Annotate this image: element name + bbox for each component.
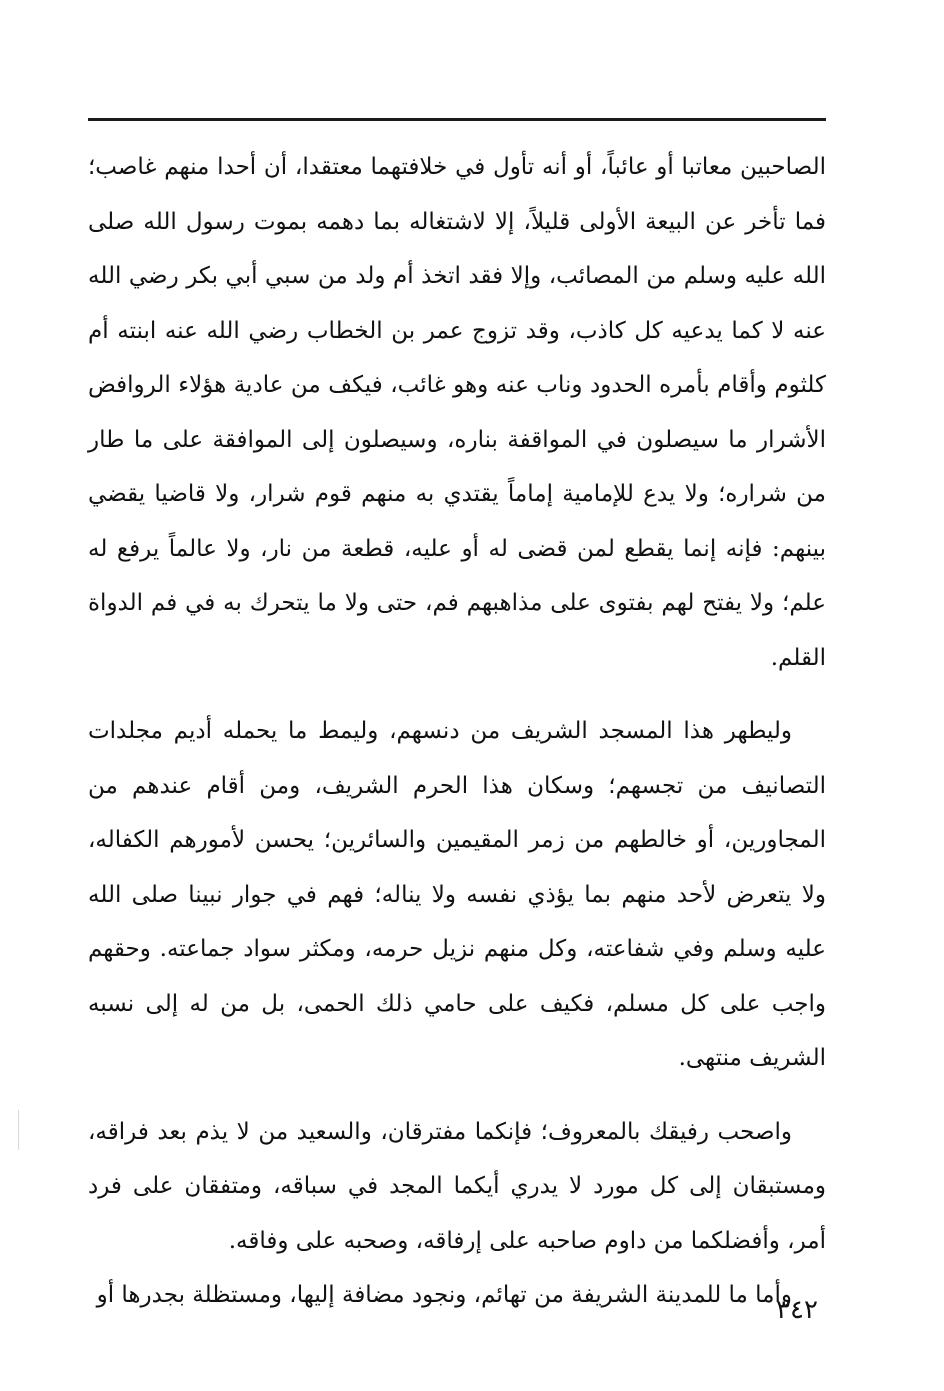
paragraph-2: وليطهر هذا المسجد الشريف من دنسهم، وليمط ما يحمله أديم مجلدات التصانيف من تجسهم؛ وسكان هذا الحرم الشريف، ومن أقام عندهم من المجاورين، أو خالطهم من زمر المقيمين والسائرين؛ يحسن لأمورهم الكفاله، ولا يتعرض لأحد منهم بما يؤذي نفسه ولا يناله؛ فهم في جوار نبينا صلى الله عليه وسلم وفي شفاعته، وكل منهم نزيل حرمه، ومكثر سواد جماعته. وحقهم واجب على كل مسلم، فكيف على حامي ذلك الحمى، بل من له إلى نسبه الشريف منتهى. [88, 718, 826, 1071]
scan-artifact-line [18, 1110, 19, 1150]
body-text [88, 140, 826, 1323]
paragraph-3: واصحب رفيقك بالمعروف؛ فإنكما مفترقان، والسعيد من لا يذم بعد فراقه، ومستبقان إلى كل مورد لا يدري أيكما المجد في سباقه، ومتفقان على فرد أمر، وأفضلكما من داوم صاحبه على إرفاقه، وصحبه على وفاقه. [88, 1118, 826, 1254]
paragraph-4: وأما ما للمدينة الشريفة من تهائم، ونجود مضافة إليها، ومستظلة بجدرها أو [96, 1282, 792, 1308]
page-number: ٣٤٢ [776, 1295, 818, 1325]
header-rule [88, 118, 826, 121]
paragraph-1: الصاحبين معاتبا أو عائباً، أو أنه تأول في خلافتهما معتقدا، أن أحدا منهم غاصب؛ فما تأخر عن البيعة الأولى قليلاً، إلا لاشتغاله بما دهمه بموت رسول الله صلى الله عليه وسلم من المصائب، وإلا فقد اتخذ أم ولد من سبي أبي بكر رضي الله عنه لا كما يدعيه كل كاذب، وقد تزوج عمر بن الخطاب رضي الله عنه ابنته أم كلثوم وأقام بأمره الحدود وناب عنه وهو غائب، فيكف من عادية هؤلاء الروافض الأشرار ما سيصلون في المواقفة بناره، وسيصلون إلى الموافقة على ما طار من شراره؛ ولا يدع للإمامية إماماً يقتدي به منهم قوم شرار، ولا قاضيا يقضي بينهم: فإنه إنما يقطع لمن قضى له أو عليه، قطعة من نار، ولا عالماً يرفع له علم؛ ولا يفتح لهم بفتوى على مذاهبهم فم، حتى ولا ما يتحرك به في فم الدواة القلم. [88, 154, 826, 671]
